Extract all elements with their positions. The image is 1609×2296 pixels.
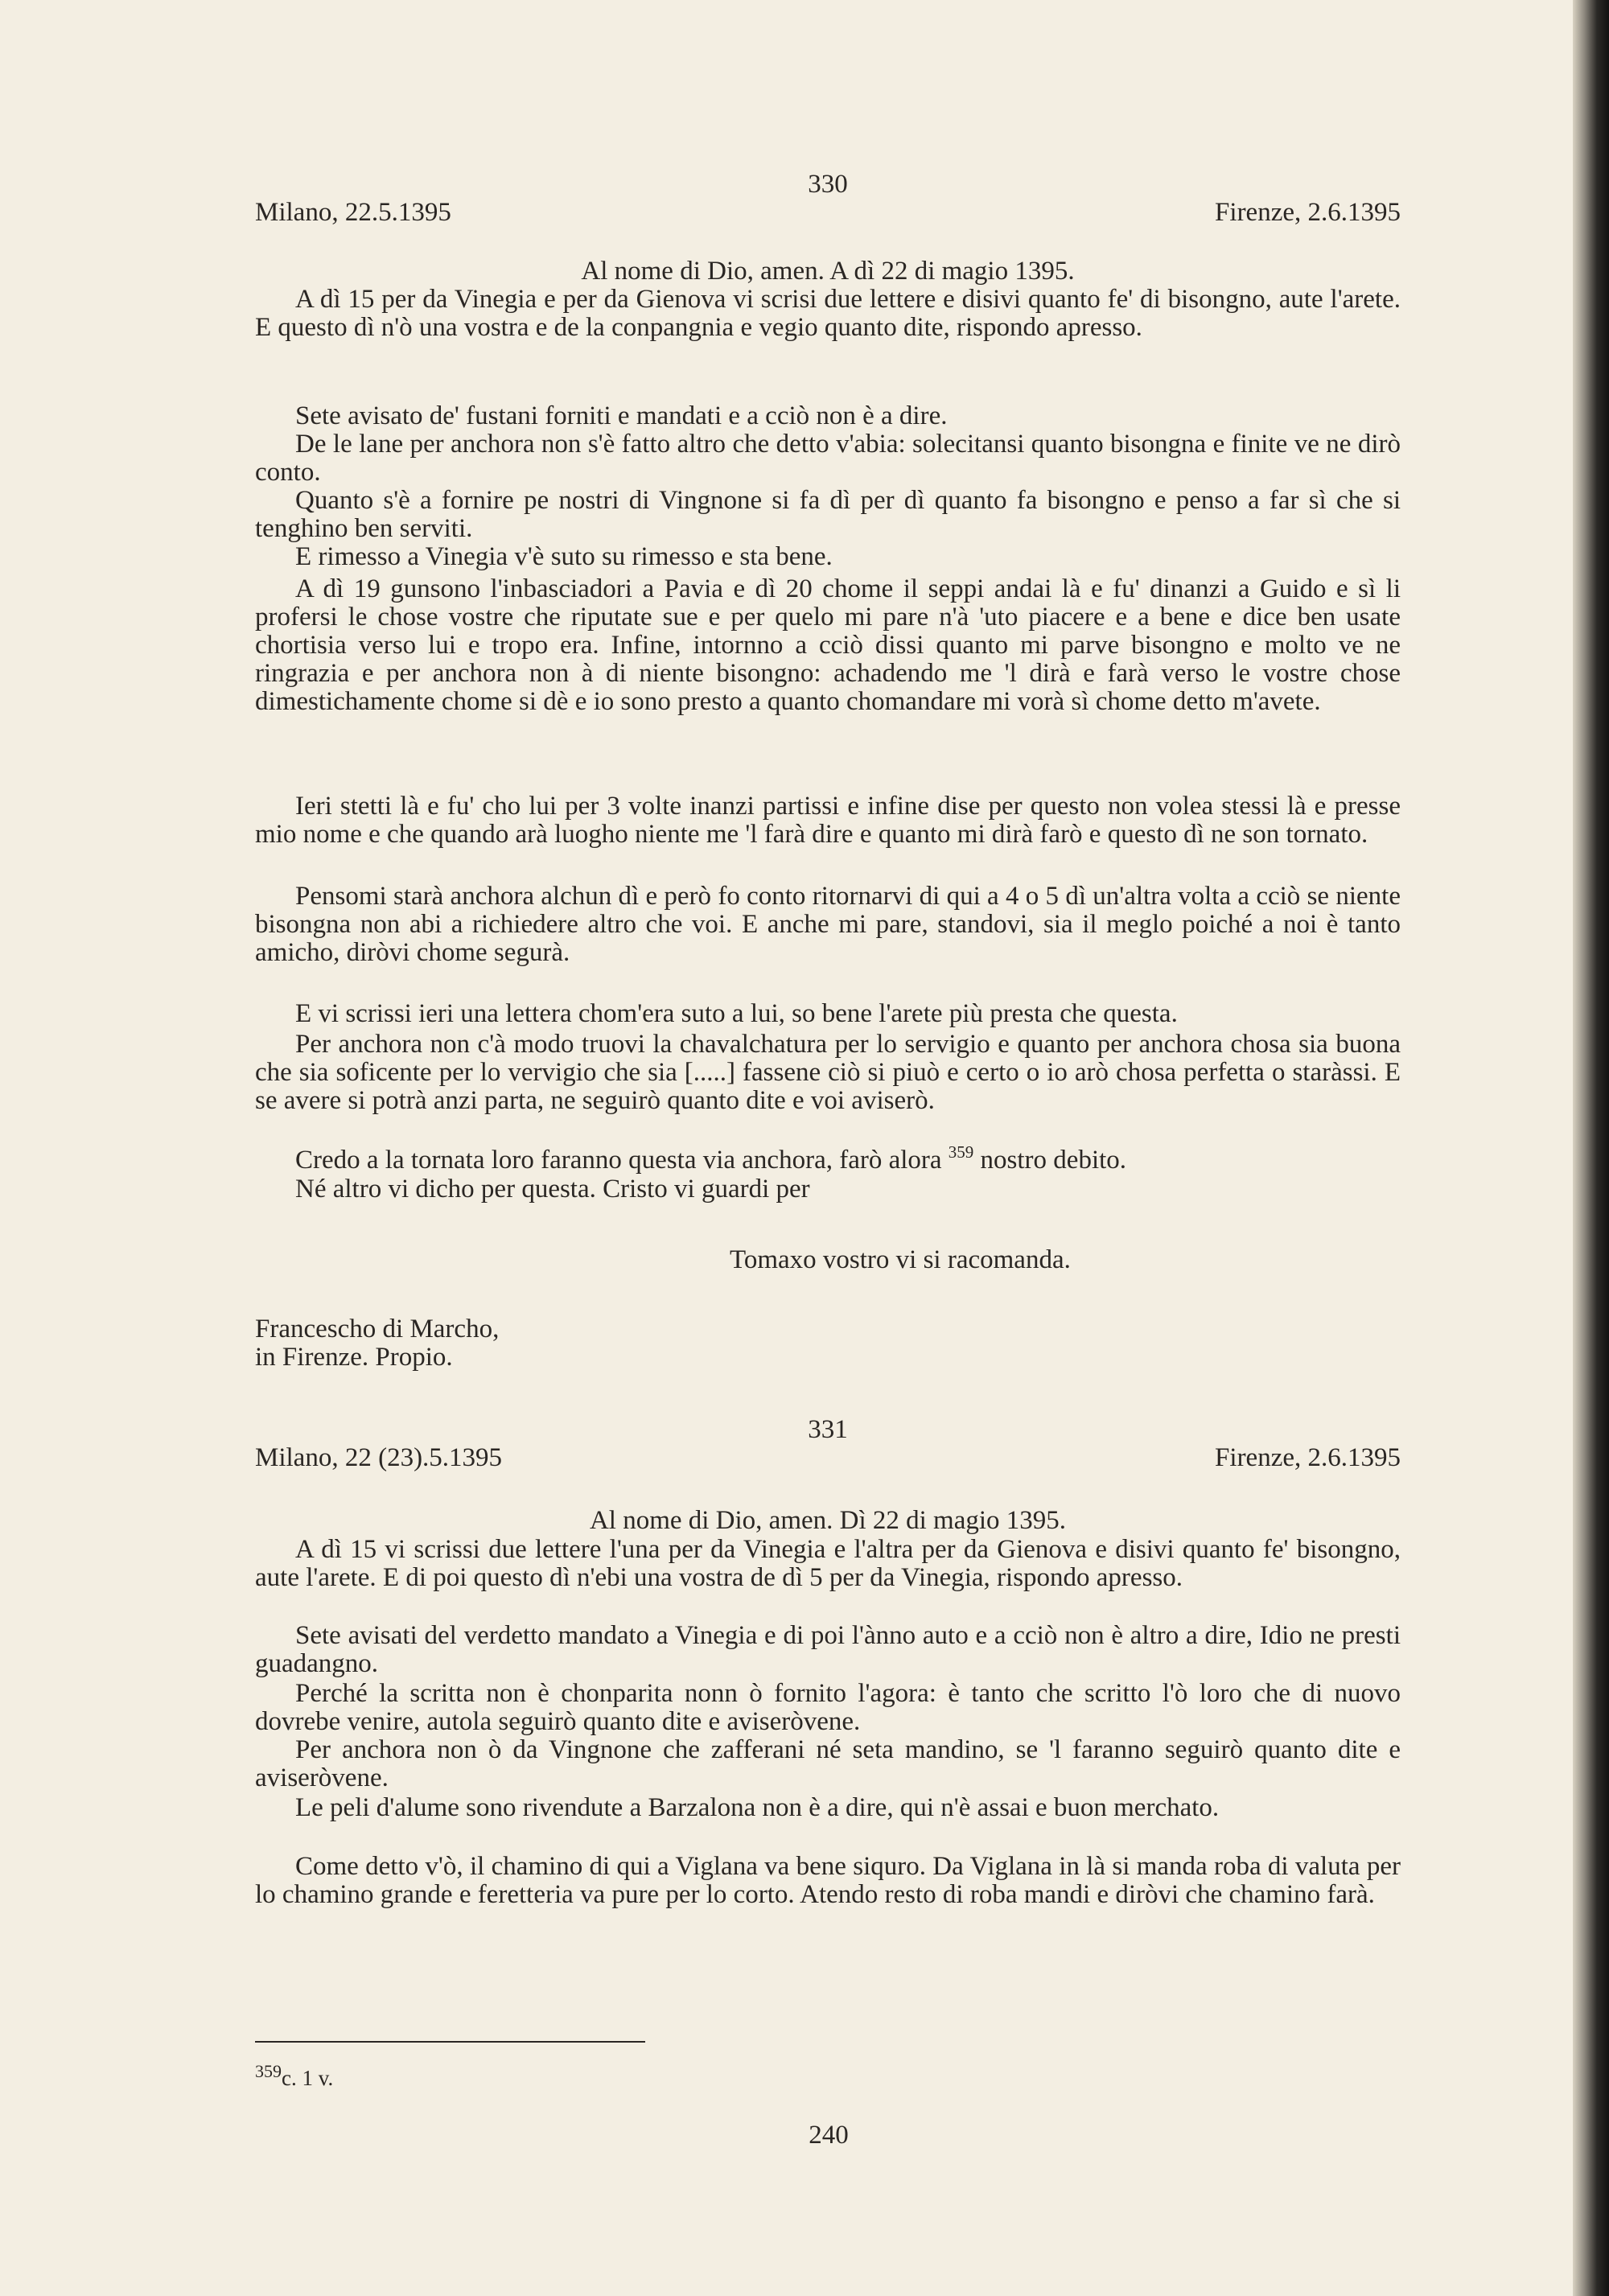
letter-paragraph: Pensomi starà anchora alchun dì e però fo conto ritornarvi di qui a 4 o 5 dì un'altra volta a cciò se niente bisongna non abi a richiedere altro che voi. E anche mi pare, standovi, sia il meglo poiché a noi è tanto amicho, diròvi chome segurà. <box>255 882 1401 967</box>
letter-paragraph: Per anchora non ò da Vingnone che zafferani né seta mandino, se 'l faranno seguirò quanto dite e aviseròvene. <box>255 1735 1401 1792</box>
book-binding-edge <box>1573 0 1609 2296</box>
letter-paragraph: Sete avisati del verdetto mandato a Vinegia e di poi l'ànno auto e a cciò non è altro a dire, Idio ne presti guadangno. <box>255 1621 1401 1678</box>
letter-invocation: Al nome di Dio, amen. Dì 22 di magio 1395. <box>589 1506 1067 1535</box>
letter-origin: Milano, 22 (23).5.1395 <box>255 1443 503 1472</box>
page-number: 240 <box>809 2121 849 2150</box>
letter-invocation: Al nome di Dio, amen. A dì 22 di magio 1395. <box>581 257 1075 286</box>
letter-origin: Milano, 22.5.1395 <box>255 198 451 227</box>
letter-paragraph: A dì 15 vi scrissi due lettere l'una per da Vinegia e l'altra per da Gienova e disivi quanto fe' bisongno, aute l'arete. E di poi questo dì n'ebi una vostra de dì 5 per da Vinegia, rispondo apresso. <box>255 1535 1401 1592</box>
letter-paragraph: E vi scrissi ieri una lettera chom'era suto a lui, so bene l'arete più presta che questa. <box>295 999 1178 1028</box>
footnote-divider <box>255 2041 645 2043</box>
letter-paragraph: Ieri stetti là e fu' cho lui per 3 volte inanzi partissi e infine dise per questo non volea stessi là e presse mio nome e che quando arà luogho niente me 'l farà dire e quanto mi dirà farò e questo dì ne son tornato. <box>255 792 1401 849</box>
letter-paragraph: Per anchora non c'à modo truovi la chavalchatura per lo servigio e quanto per anchora chosa sia buona che sia soficente per lo vervigio che sia [.....] fassene ciò si piuò e certo o io arò chosa perfetta o staràssi. E se avere si potrà anzi parta, ne seguirò quanto dite e voi aviserò. <box>255 1030 1401 1115</box>
letter-salutation: Né altro vi dicho per questa. Cristo vi guardi per <box>295 1175 810 1204</box>
letter-paragraph: Sete avisato de' fustani forniti e mandati e a cciò non è a dire. <box>295 401 948 430</box>
letter-header <box>255 1444 1401 1472</box>
letter-address: in Firenze. Propio. <box>255 1343 453 1372</box>
footnote-text: c. 1 v. <box>282 2066 334 2090</box>
closing-text: nostro debito. <box>980 1146 1127 1175</box>
letter-header <box>255 199 1401 227</box>
footnote-reference: 359 <box>948 1142 974 1162</box>
letter-paragraph: Come detto v'ò, il chamino di qui a Viglana va bene siquro. Da Viglana in là si manda roba di valuta per lo chamino grande e feretteria va pure per lo corto. Atendo resto di roba mandi e diròvi che chamino farà. <box>255 1852 1401 1909</box>
letter-paragraph: E rimesso a Vinegia v'è suto su rimesso e sta bene. <box>295 542 833 571</box>
letter-address: Francescho di Marcho, <box>255 1315 500 1343</box>
letter-paragraph: Perché la scritta non è chonparita nonn ò fornito l'agora: è tanto che scritto l'ò loro che di nuovo dovrebe venire, autola seguirò quanto dite e aviseròvene. <box>255 1679 1401 1736</box>
closing-text: Credo a la tornata loro faranno questa via anchora, farò alora <box>295 1146 942 1175</box>
letter-paragraph: Le peli d'alume sono rivendute a Barzalona non è a dire, qui n'è assai e buon merchato. <box>295 1793 1220 1822</box>
letter-paragraph: Quanto s'è a fornire pe nostri di Vingnone si fa dì per dì quanto fa bisongno e penso a far sì che si tenghino ben serviti. <box>255 486 1401 543</box>
letter-number: 331 <box>808 1415 848 1444</box>
letter-destination: Firenze, 2.6.1395 <box>1215 198 1401 227</box>
letter-paragraph: De le lane per anchora non s'è fatto altro che detto v'abia: solecitansi quanto bisongna e finite ve ne dirò conto. <box>255 430 1401 487</box>
letter-number: 330 <box>808 170 848 199</box>
letter-destination: Firenze, 2.6.1395 <box>1215 1443 1401 1472</box>
footnote <box>255 2061 334 2090</box>
letter-paragraph: A dì 19 gunsono l'inbasciadori a Pavia e dì 20 chome il seppi andai là e fu' dinanzi a Guido e sì li profersi le chose vostre che riputate sue e per quelo mi pare n'à 'uto piacere e a bene e dice ben usate chortisia verso lui e tropo era. Infine, intornno a cciò dissi quanto mi parve bisongno e molto ve ne ringrazia e per anchora non à di niente bisongno: achadendo me 'l dirà e farà verso le vostre chose dimestichamente chome si dè e io sono presto a quanto chomandare mi vorà sì chome detto m'avete. <box>255 574 1401 716</box>
footnote-marker: 359 <box>255 2061 282 2081</box>
letter-paragraph: A dì 15 per da Vinegia e per da Gienova vi scrisi due lettere e disivi quanto fe' di bisongno, aute l'arete. E questo dì n'ò una vostra e de la conpangnia e vegio quanto dite, rispondo apresso. <box>255 285 1401 342</box>
letter-paragraph <box>255 1142 1401 1175</box>
letter-signature: Tomaxo vostro vi si racomanda. <box>730 1245 1071 1274</box>
